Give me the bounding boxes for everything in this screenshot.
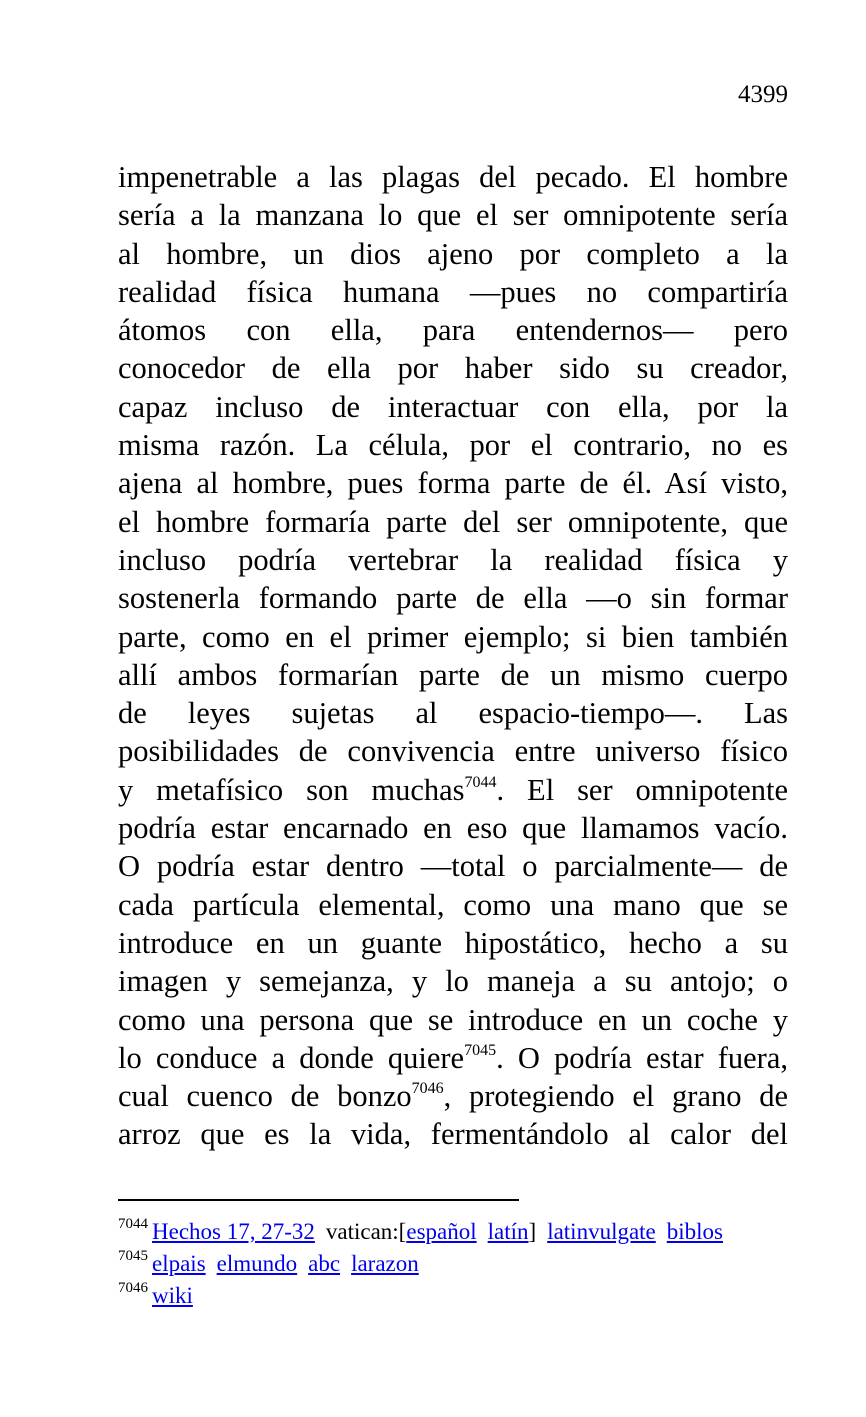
text-line: sostenerla formando parte de ella —o sin formar — [118, 581, 788, 616]
text-line: sería a la manzana lo que el ser omnipotente sería — [118, 198, 788, 233]
text-line: ajena al hombre, pues forma parte de él. Así visto, — [118, 466, 788, 501]
link-hechos[interactable]: Hechos 17, 27-32 — [152, 1219, 315, 1244]
footnote-7045 — [118, 1248, 798, 1280]
text-line: allí ambos formarían parte de un mismo cuerpo — [118, 657, 788, 692]
text-line: como una persona que se introduce en un coche y — [118, 1002, 788, 1037]
link-elmundo[interactable]: elmundo — [216, 1251, 298, 1276]
line-text-before: lo conduce a donde quiere — [118, 1040, 465, 1075]
text-line: impenetrable a las plagas del pecado. El hombre — [118, 160, 788, 194]
text-line: introduce en un guante hipostático, hecho a su — [118, 925, 788, 960]
footnote-7044 — [118, 1216, 798, 1248]
text-line-with-footnote-ref — [118, 1039, 788, 1077]
link-espanol[interactable]: español — [406, 1219, 477, 1244]
text-line: misma razón. La célula, por el contrario, no es — [118, 428, 788, 463]
link-abc[interactable]: abc — [308, 1251, 341, 1276]
text-line: de leyes sujetas al espacio-tiempo—. Las — [118, 696, 788, 731]
text-line: capaz incluso de interactuar con ella, por la — [118, 389, 788, 424]
line-text-after: , protegiendo el grano de — [443, 1079, 788, 1114]
line-text-before: cual cuenco de bonzo — [118, 1079, 412, 1114]
bracket-close: ] — [528, 1219, 537, 1244]
text-line: podría estar encarnado en eso que llamamos vacío. — [118, 811, 788, 846]
link-larazon[interactable]: larazon — [351, 1251, 419, 1276]
link-wiki[interactable]: wiki — [152, 1283, 193, 1308]
footnote-number: 7045 — [118, 1248, 148, 1264]
text-line: O podría estar dentro —total o parcialmente— de — [118, 849, 788, 884]
line-text-before: y metafísico son muchas — [118, 772, 465, 807]
text-line: realidad física humana —pues no compartiría — [118, 274, 788, 309]
text-line: cada partícula elemental, como una mano que se — [118, 887, 788, 922]
footnote-number: 7046 — [118, 1280, 148, 1296]
link-latinvulgate[interactable]: latinvulgate — [547, 1219, 656, 1244]
footnote-ref: 7045 — [464, 1041, 497, 1059]
footnotes — [118, 1216, 798, 1312]
text-line: parte, como en el primer ejemplo; si bien también — [118, 619, 788, 654]
page-number: 4399 — [738, 81, 788, 108]
text-line: al hombre, un dios ajeno por completo a la — [118, 236, 788, 271]
link-latin[interactable]: latín — [487, 1219, 529, 1244]
line-text-after: . O podría estar fuera, — [496, 1040, 788, 1075]
body-text — [118, 158, 788, 1154]
footnote-number: 7044 — [118, 1216, 148, 1232]
link-elpais[interactable]: elpais — [152, 1251, 206, 1276]
footnote-ref: 7044 — [464, 773, 497, 791]
text-line: arroz que es la vida, fermentándolo al calor del — [118, 1117, 788, 1152]
link-biblos[interactable]: biblos — [666, 1219, 723, 1244]
line-text-after: . El ser omnipotente — [496, 772, 788, 807]
text-line: el hombre formaría parte del ser omnipotente, que — [118, 504, 788, 539]
footnote-7046 — [118, 1280, 798, 1312]
footnote-ref: 7046 — [411, 1080, 444, 1098]
text-line: átomos con ella, para entendernos— pero — [118, 313, 788, 348]
text-line-with-footnote-ref — [118, 771, 788, 809]
footnote-separator — [118, 1199, 519, 1201]
text-line: imagen y semejanza, y lo maneja a su antojo; o — [118, 964, 788, 999]
text-line: posibilidades de convivencia entre universo físico — [118, 734, 788, 769]
text-line: incluso podría vertebrar la realidad física y — [118, 542, 788, 577]
vatican-label: vatican:[ — [325, 1219, 407, 1244]
text-line: conocedor de ella por haber sido su creador, — [118, 351, 788, 386]
text-line-with-footnote-ref — [118, 1077, 788, 1115]
